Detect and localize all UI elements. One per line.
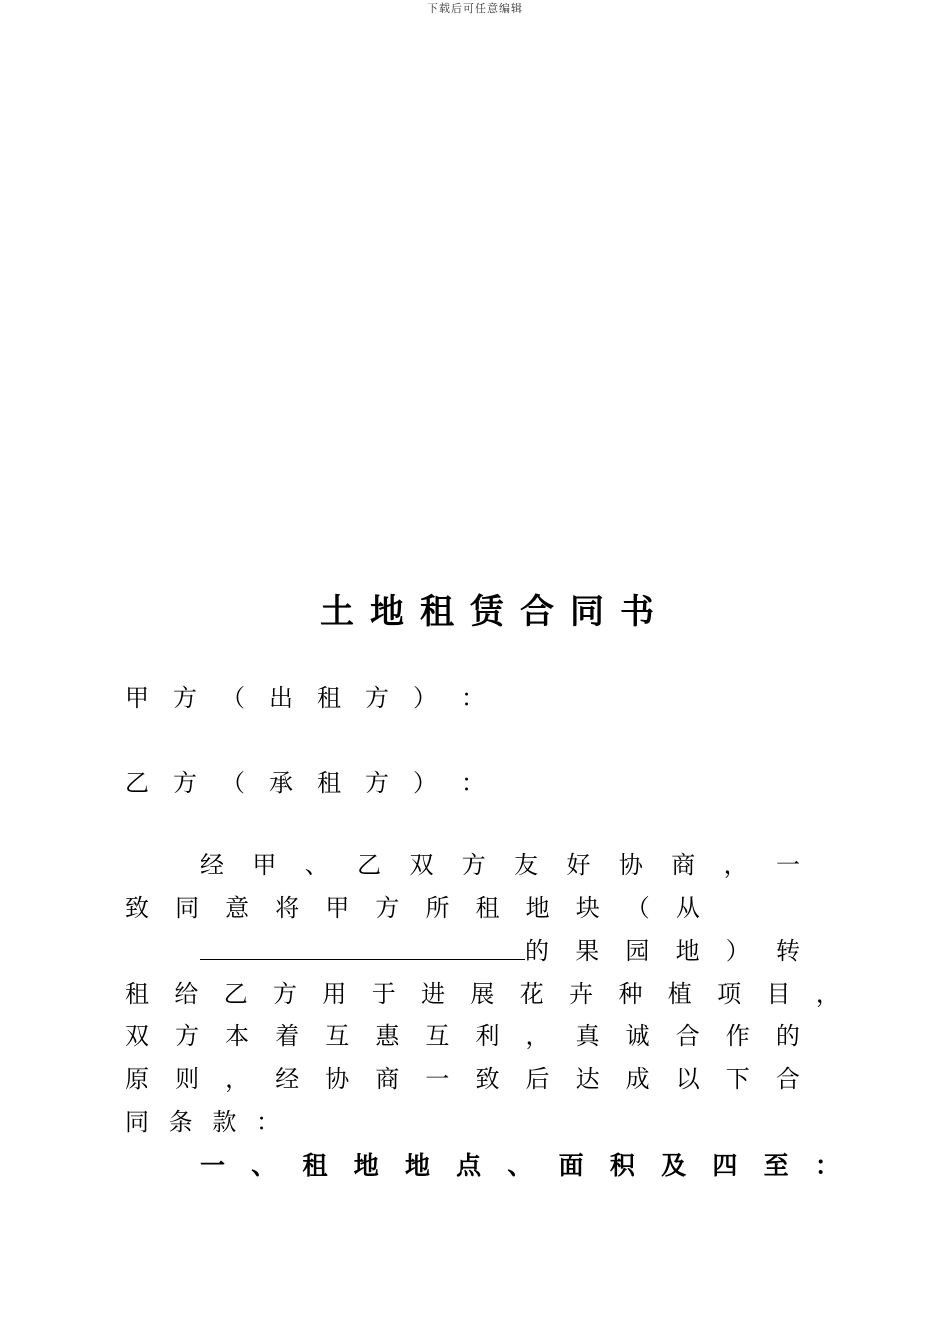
text-char: 所 bbox=[425, 894, 450, 922]
text-char: ） bbox=[413, 769, 437, 797]
text-char: 目 bbox=[766, 980, 791, 1008]
intro-line-4 bbox=[125, 974, 840, 1014]
text-char: 成 bbox=[625, 1065, 650, 1093]
text-char: 方 bbox=[365, 684, 389, 712]
text-char: 用 bbox=[322, 980, 347, 1008]
section-1-heading bbox=[200, 1146, 840, 1186]
text-char: ： bbox=[461, 684, 485, 712]
text-char: ： bbox=[814, 1151, 840, 1180]
text-char: 甲 bbox=[325, 894, 350, 922]
document-title: 土地租赁合同书 bbox=[320, 592, 670, 632]
text-char: 原 bbox=[125, 1065, 149, 1093]
text-char: 园 bbox=[625, 937, 650, 965]
text-char: 条 bbox=[168, 1108, 193, 1136]
text-char: 地 bbox=[675, 937, 700, 965]
text-char: 从 bbox=[675, 894, 700, 922]
text-char: 地 bbox=[525, 894, 550, 922]
text-char: 经 bbox=[200, 851, 224, 879]
text-char: ， bbox=[723, 851, 748, 879]
text-char: 一 bbox=[200, 1151, 226, 1180]
text-char: 方 bbox=[175, 1022, 200, 1050]
text-char: 作 bbox=[725, 1022, 750, 1050]
text-char: 方 bbox=[273, 980, 298, 1008]
text-char: 意 bbox=[225, 894, 250, 922]
text-char: 租 bbox=[302, 1151, 328, 1180]
text-char: （ bbox=[221, 769, 245, 797]
text-char: 花 bbox=[519, 980, 544, 1008]
text-char: 互 bbox=[325, 1022, 350, 1050]
text-char: 项 bbox=[717, 980, 742, 1008]
text-char: 协 bbox=[325, 1065, 350, 1093]
text-char: 后 bbox=[525, 1065, 550, 1093]
location-blank-field[interactable] bbox=[200, 931, 525, 960]
text-char: 下 bbox=[725, 1065, 750, 1093]
intro-line-5 bbox=[125, 1016, 800, 1056]
text-char: 、 bbox=[304, 851, 329, 879]
text-char: 进 bbox=[421, 980, 446, 1008]
text-char: ： bbox=[255, 1108, 280, 1136]
text-char: 租 bbox=[125, 980, 149, 1008]
intro-line-7 bbox=[125, 1102, 280, 1142]
text-char: 的 bbox=[525, 937, 549, 965]
text-char: 致 bbox=[475, 1065, 500, 1093]
text-char: ） bbox=[725, 937, 750, 965]
text-char: 方 bbox=[461, 851, 486, 879]
text-char: 点 bbox=[456, 1151, 482, 1180]
text-char: （ bbox=[221, 684, 245, 712]
text-char: 方 bbox=[375, 894, 400, 922]
text-char: 商 bbox=[375, 1065, 400, 1093]
text-char: 友 bbox=[514, 851, 539, 879]
text-char: 诚 bbox=[625, 1022, 650, 1050]
text-char: 四 bbox=[712, 1151, 738, 1180]
text-char: 块 bbox=[575, 894, 600, 922]
text-char: 一 bbox=[425, 1065, 450, 1093]
text-char: 真 bbox=[575, 1022, 600, 1050]
text-char: 商 bbox=[671, 851, 696, 879]
text-char: ， bbox=[815, 980, 840, 1008]
text-char: 乙 bbox=[357, 851, 382, 879]
text-char: 达 bbox=[575, 1065, 600, 1093]
text-char: 租 bbox=[317, 684, 341, 712]
text-char: 款 bbox=[212, 1108, 237, 1136]
text-char: 出 bbox=[269, 684, 293, 712]
text-char: ： bbox=[461, 769, 485, 797]
text-char: 甲 bbox=[125, 684, 149, 712]
text-char: 将 bbox=[275, 894, 300, 922]
text-char: 卉 bbox=[569, 980, 594, 1008]
text-char: 致 bbox=[125, 894, 149, 922]
text-char: 果 bbox=[575, 937, 600, 965]
text-char: ， bbox=[525, 1022, 550, 1050]
text-char: 方 bbox=[365, 769, 389, 797]
text-char: 经 bbox=[275, 1065, 300, 1093]
intro-line-3 bbox=[200, 931, 800, 971]
text-char: 双 bbox=[409, 851, 434, 879]
text-char: ） bbox=[413, 684, 437, 712]
text-char: 甲 bbox=[252, 851, 277, 879]
text-char: 展 bbox=[470, 980, 495, 1008]
text-char: 面 bbox=[558, 1151, 584, 1180]
text-char: 则 bbox=[175, 1065, 200, 1093]
text-char: 方 bbox=[173, 769, 197, 797]
text-char: 、 bbox=[507, 1151, 533, 1180]
text-char: 租 bbox=[475, 894, 500, 922]
text-char: 利 bbox=[475, 1022, 500, 1050]
text-char: （ bbox=[625, 894, 650, 922]
page-header: 下载后可任意编辑 bbox=[427, 2, 523, 15]
text-char: 植 bbox=[667, 980, 692, 1008]
party-a-label bbox=[125, 678, 485, 713]
text-char: 以 bbox=[675, 1065, 700, 1093]
text-char: 及 bbox=[661, 1151, 687, 1180]
text-char: 同 bbox=[175, 894, 200, 922]
intro-line-6 bbox=[125, 1059, 800, 1099]
text-char: 方 bbox=[173, 684, 197, 712]
text-char: 地 bbox=[353, 1151, 379, 1180]
text-char: 租 bbox=[317, 769, 341, 797]
text-char: ， bbox=[225, 1065, 250, 1093]
text-char: 合 bbox=[675, 1022, 700, 1050]
text-char: 乙 bbox=[223, 980, 248, 1008]
text-char: 给 bbox=[174, 980, 199, 1008]
intro-line-1 bbox=[200, 845, 800, 885]
text-char: 至 bbox=[763, 1151, 789, 1180]
intro-line-2 bbox=[125, 888, 700, 928]
text-char: 于 bbox=[371, 980, 396, 1008]
text-char: 互 bbox=[425, 1022, 450, 1050]
text-char: 地 bbox=[404, 1151, 430, 1180]
text-char: 双 bbox=[125, 1022, 149, 1050]
text-char: 种 bbox=[618, 980, 643, 1008]
text-char: 本 bbox=[225, 1022, 250, 1050]
text-char: 惠 bbox=[375, 1022, 400, 1050]
text-char: 承 bbox=[269, 769, 293, 797]
party-b-label bbox=[125, 763, 485, 798]
text-char: 好 bbox=[566, 851, 591, 879]
text-char: 协 bbox=[618, 851, 643, 879]
text-char: 转 bbox=[775, 937, 800, 965]
text-char: 乙 bbox=[125, 769, 149, 797]
text-char: 的 bbox=[775, 1022, 800, 1050]
text-char: 着 bbox=[275, 1022, 300, 1050]
text-char: 合 bbox=[775, 1065, 800, 1093]
text-char: 积 bbox=[609, 1151, 635, 1180]
text-char: 一 bbox=[775, 851, 800, 879]
text-char: 、 bbox=[251, 1151, 277, 1180]
text-char: 同 bbox=[125, 1108, 149, 1136]
intro-line-3-text bbox=[525, 931, 800, 971]
